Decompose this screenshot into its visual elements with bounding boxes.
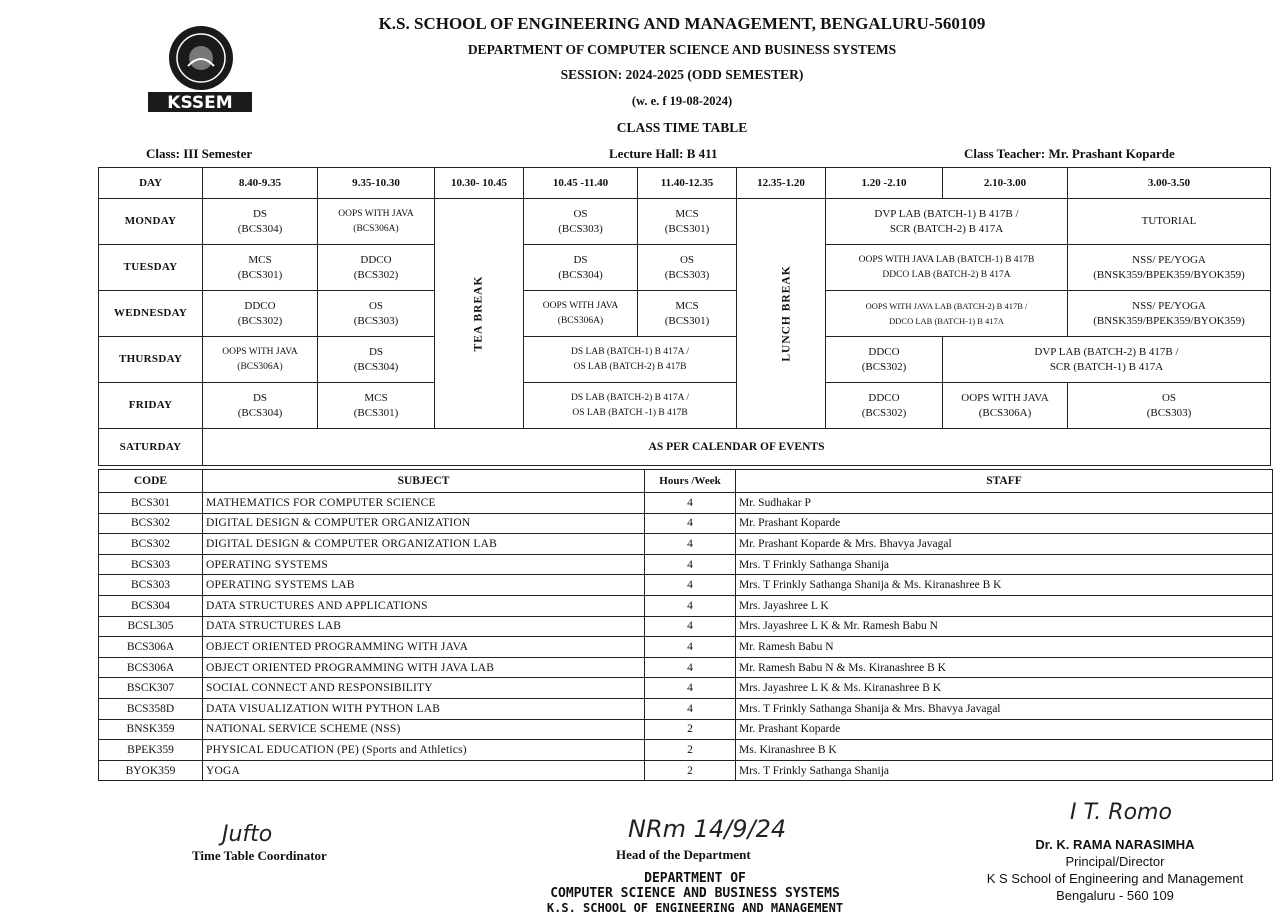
slot-subject: OOPS WITH JAVA bbox=[338, 208, 414, 219]
slot-subject: DDCO bbox=[868, 391, 900, 404]
header-cell: 2.10-3.00 bbox=[943, 168, 1068, 199]
subject-header: SUBJECT bbox=[203, 470, 645, 493]
code-cell: BPEK359 bbox=[99, 740, 203, 761]
code-cell: BCS304 bbox=[99, 595, 203, 616]
slot-code: (BCS304) bbox=[353, 360, 399, 373]
slot-code: (BCS301) bbox=[237, 268, 283, 281]
day-cell: MONDAY bbox=[99, 199, 203, 245]
code-cell: BCS358D bbox=[99, 698, 203, 719]
lab-line: DVP LAB (BATCH-2) B 417B / bbox=[1034, 345, 1179, 358]
subject-row bbox=[99, 657, 1273, 678]
page-title: CLASS TIME TABLE bbox=[616, 120, 748, 135]
subject-cell: DIGITAL DESIGN & COMPUTER ORGANIZATION LAB bbox=[203, 534, 645, 555]
lab-line: DDCO LAB (BATCH-2) B 417A bbox=[882, 269, 1011, 280]
principal-block bbox=[960, 836, 1270, 904]
slot-code: (BCS302) bbox=[861, 406, 907, 419]
hours-cell: 4 bbox=[645, 616, 736, 637]
staff-cell: Ms. Kiranashree B K bbox=[736, 740, 1273, 761]
department-name: DEPARTMENT OF COMPUTER SCIENCE AND BUSINESS SYSTEMS bbox=[467, 42, 897, 57]
code-cell: BCS303 bbox=[99, 575, 203, 596]
lab-cell bbox=[826, 199, 1068, 245]
header-cell: 1.20 -2.10 bbox=[826, 168, 943, 199]
lab-cell bbox=[524, 383, 737, 429]
slot-code: (BCS303) bbox=[558, 222, 603, 235]
lab-cell bbox=[943, 337, 1271, 383]
code-cell: BCS306A bbox=[99, 657, 203, 678]
code-cell: BCSL305 bbox=[99, 616, 203, 637]
subject-cell: PHYSICAL EDUCATION (PE) (Sports and Athletics) bbox=[203, 740, 645, 761]
day-cell: THURSDAY bbox=[99, 337, 203, 383]
slot-cell: TUTORIAL bbox=[1068, 199, 1271, 245]
hours-cell: 4 bbox=[645, 513, 736, 534]
subject-cell: OBJECT ORIENTED PROGRAMMING WITH JAVA bbox=[203, 637, 645, 658]
hours-cell: 4 bbox=[645, 637, 736, 658]
slot-cell bbox=[203, 199, 318, 245]
subject-cell: DIGITAL DESIGN & COMPUTER ORGANIZATION bbox=[203, 513, 645, 534]
slot-subject: DS bbox=[252, 207, 268, 220]
slot-code: (BNSK359/BPEK359/BYOK359) bbox=[1093, 268, 1245, 281]
subject-row bbox=[99, 575, 1273, 596]
slot-code: (BCS304) bbox=[237, 222, 283, 235]
hours-cell: 4 bbox=[645, 678, 736, 699]
subject-row bbox=[99, 493, 1273, 514]
slot-code: (BCS301) bbox=[664, 222, 710, 235]
row-monday bbox=[99, 199, 1271, 245]
subject-cell: DATA STRUCTURES AND APPLICATIONS bbox=[203, 595, 645, 616]
subject-cell: DATA VISUALIZATION WITH PYTHON LAB bbox=[203, 698, 645, 719]
slot-code: (BCS306A) bbox=[353, 223, 399, 234]
slot-cell bbox=[638, 291, 737, 337]
code-cell: BCS302 bbox=[99, 534, 203, 555]
staff-cell: Mr. Prashant Koparde & Mrs. Bhavya Javagal bbox=[736, 534, 1273, 555]
lab-line: OOPS WITH JAVA LAB (BATCH-2) B 417B / bbox=[865, 300, 1028, 311]
slot-subject: NSS/ PE/YOGA bbox=[1132, 253, 1206, 266]
staff-cell: Mrs. T Frinkly Sathanga Shanija bbox=[736, 554, 1273, 575]
slot-cell bbox=[826, 383, 943, 429]
staff-cell: Mr. Prashant Koparde bbox=[736, 719, 1273, 740]
tea-break-label: TEA BREAK bbox=[472, 275, 485, 352]
subject-cell: SOCIAL CONNECT AND RESPONSIBILITY bbox=[203, 678, 645, 699]
lab-line: OS LAB (BATCH -1) B 417B bbox=[572, 407, 688, 418]
slot-cell bbox=[203, 337, 318, 383]
subject-cell: YOGA bbox=[203, 760, 645, 781]
slot-subject: DDCO bbox=[244, 299, 276, 312]
slot-subject: OOPS WITH JAVA bbox=[222, 346, 298, 357]
institution-name: K.S. SCHOOL OF ENGINEERING AND MANAGEMENT, BENGALURU-560109 bbox=[378, 14, 986, 33]
subject-staff-table bbox=[98, 469, 1273, 781]
principal-title: Principal/Director bbox=[1065, 854, 1165, 869]
slot-cell bbox=[1068, 291, 1271, 337]
staff-cell: Mr. Ramesh Babu N & Ms. Kiranashree B K bbox=[736, 657, 1273, 678]
slot-cell bbox=[318, 291, 435, 337]
staff-cell: Mr. Ramesh Babu N bbox=[736, 637, 1273, 658]
lab-cell bbox=[524, 337, 737, 383]
hours-cell: 2 bbox=[645, 719, 736, 740]
subject-row bbox=[99, 616, 1273, 637]
slot-cell bbox=[203, 291, 318, 337]
lab-line: DVP LAB (BATCH-1) B 417B / bbox=[874, 207, 1019, 220]
staff-cell: Mrs. Jayashree L K bbox=[736, 595, 1273, 616]
subject-row bbox=[99, 595, 1273, 616]
code-cell: BCS301 bbox=[99, 493, 203, 514]
staff-cell: Mrs. T Frinkly Sathanga Shanija & Mrs. Bhavya Javagal bbox=[736, 698, 1273, 719]
hours-cell: 4 bbox=[645, 575, 736, 596]
slot-cell bbox=[524, 199, 638, 245]
slot-cell bbox=[203, 245, 318, 291]
slot-cell bbox=[524, 291, 638, 337]
header-cell: 12.35-1.20 bbox=[737, 168, 826, 199]
subject-row bbox=[99, 760, 1273, 781]
row-friday bbox=[99, 383, 1271, 429]
stamp-line: DEPARTMENT OF bbox=[644, 871, 746, 886]
hours-header: Hours /Week bbox=[645, 470, 736, 493]
lunch-break-label: LUNCH BREAK bbox=[780, 265, 793, 362]
subject-cell: OPERATING SYSTEMS bbox=[203, 554, 645, 575]
hours-cell: 4 bbox=[645, 493, 736, 514]
lab-line: DDCO LAB (BATCH-1) B 417A bbox=[889, 315, 1004, 326]
saturday-note: AS PER CALENDAR OF EVENTS bbox=[203, 429, 1271, 466]
principal-signature: I T. Romo bbox=[1070, 800, 1172, 825]
subject-row bbox=[99, 637, 1273, 658]
hours-cell: 2 bbox=[645, 740, 736, 761]
subject-row bbox=[99, 513, 1273, 534]
slot-subject: MCS bbox=[675, 207, 699, 220]
staff-header: STAFF bbox=[736, 470, 1273, 493]
slot-code: (BCS303) bbox=[664, 268, 710, 281]
slot-subject: MCS bbox=[248, 253, 272, 266]
subject-row bbox=[99, 719, 1273, 740]
slot-subject: OOPS WITH JAVA bbox=[542, 300, 619, 311]
day-cell: SATURDAY bbox=[99, 429, 203, 466]
slot-code: (BCS301) bbox=[353, 406, 399, 419]
slot-code: (BNSK359/BPEK359/BYOK359) bbox=[1093, 314, 1245, 327]
slot-code: (BCS306A) bbox=[978, 406, 1032, 419]
slot-cell bbox=[943, 383, 1068, 429]
slot-cell bbox=[1068, 245, 1271, 291]
code-cell: BCS302 bbox=[99, 513, 203, 534]
hours-cell: 4 bbox=[645, 534, 736, 555]
hours-cell: 4 bbox=[645, 657, 736, 678]
header-cell: 3.00-3.50 bbox=[1068, 168, 1271, 199]
slot-code: (BCS304) bbox=[237, 406, 283, 419]
slot-subject: DDCO bbox=[360, 253, 392, 266]
row-wednesday bbox=[99, 291, 1271, 337]
stamp-line: COMPUTER SCIENCE AND BUSINESS SYSTEMS bbox=[550, 886, 840, 901]
slot-cell bbox=[318, 245, 435, 291]
principal-name: Dr. K. RAMA NARASIMHA bbox=[1035, 837, 1195, 852]
lab-line: SCR (BATCH-2) B 417A bbox=[889, 222, 1004, 235]
staff-cell: Mr. Sudhakar P bbox=[736, 493, 1273, 514]
slot-subject: DS bbox=[573, 253, 588, 266]
day-cell: FRIDAY bbox=[99, 383, 203, 429]
row-saturday bbox=[99, 429, 1271, 466]
slot-cell bbox=[318, 199, 435, 245]
slot-cell bbox=[318, 337, 435, 383]
lecture-hall-label: Lecture Hall: B 411 bbox=[609, 146, 718, 161]
header-cell: 10.45 -11.40 bbox=[524, 168, 638, 199]
slot-code: (BCS302) bbox=[237, 314, 283, 327]
slot-code: (BCS306A) bbox=[237, 361, 283, 372]
lab-cell bbox=[826, 291, 1068, 337]
staff-cell: Mrs. Jayashree L K & Ms. Kiranashree B K bbox=[736, 678, 1273, 699]
class-teacher-label: Class Teacher: Mr. Prashant Koparde bbox=[964, 146, 1175, 161]
hours-cell: 4 bbox=[645, 554, 736, 575]
staff-cell: Mr. Prashant Koparde bbox=[736, 513, 1273, 534]
timetable-header-row bbox=[99, 168, 1271, 199]
slot-cell bbox=[203, 383, 318, 429]
class-label: Class: III Semester bbox=[146, 146, 253, 161]
day-cell: TUESDAY bbox=[99, 245, 203, 291]
lab-line: OOPS WITH JAVA LAB (BATCH-1) B 417B bbox=[858, 254, 1035, 265]
hours-cell: 2 bbox=[645, 760, 736, 781]
code-cell: BYOK359 bbox=[99, 760, 203, 781]
lunch-break-cell bbox=[737, 199, 826, 429]
code-cell: BCS303 bbox=[99, 554, 203, 575]
slot-cell bbox=[826, 337, 943, 383]
code-cell: BCS306A bbox=[99, 637, 203, 658]
slot-code: (BCS301) bbox=[664, 314, 710, 327]
slot-cell bbox=[638, 245, 737, 291]
slot-subject: OS bbox=[368, 299, 384, 312]
principal-city: Bengaluru - 560 109 bbox=[1056, 888, 1174, 903]
coordinator-signature: Jufto bbox=[222, 822, 273, 847]
lab-line: OS LAB (BATCH-2) B 417B bbox=[573, 361, 687, 372]
subject-cell: OBJECT ORIENTED PROGRAMMING WITH JAVA LAB bbox=[203, 657, 645, 678]
subject-header-row bbox=[99, 470, 1273, 493]
slot-subject: MCS bbox=[364, 391, 388, 404]
row-thursday bbox=[99, 337, 1271, 383]
coordinator-title: Time Table Coordinator bbox=[192, 848, 327, 863]
code-cell: BSCK307 bbox=[99, 678, 203, 699]
session-line: SESSION: 2024-2025 (ODD SEMESTER) bbox=[560, 67, 804, 82]
tea-break-cell bbox=[435, 199, 524, 429]
lab-line: SCR (BATCH-1) B 417A bbox=[1049, 360, 1164, 373]
staff-cell: Mrs. T Frinkly Sathanga Shanija & Ms. Kiranashree B K bbox=[736, 575, 1273, 596]
header-cell: 10.30- 10.45 bbox=[435, 168, 524, 199]
department-stamp bbox=[540, 871, 850, 916]
header-cell: DAY bbox=[99, 168, 203, 199]
stamp-line: K.S. SCHOOL OF ENGINEERING AND MANAGEMENT bbox=[546, 901, 844, 915]
header-cell: 8.40-9.35 bbox=[203, 168, 318, 199]
slot-code: (BCS304) bbox=[558, 268, 603, 281]
slot-code: (BCS302) bbox=[353, 268, 399, 281]
slot-subject: DS bbox=[252, 391, 268, 404]
slot-code: (BCS306A) bbox=[557, 315, 604, 326]
hours-cell: 4 bbox=[645, 698, 736, 719]
timetable bbox=[98, 167, 1271, 466]
lab-cell bbox=[826, 245, 1068, 291]
slot-subject: OS bbox=[679, 253, 695, 266]
slot-subject: OS bbox=[573, 207, 588, 220]
hod-title: Head of the Department bbox=[616, 847, 751, 862]
slot-cell bbox=[1068, 383, 1271, 429]
slot-cell bbox=[318, 383, 435, 429]
subject-row bbox=[99, 678, 1273, 699]
subject-row bbox=[99, 534, 1273, 555]
subject-cell: DATA STRUCTURES LAB bbox=[203, 616, 645, 637]
subject-row bbox=[99, 698, 1273, 719]
lab-line: DS LAB (BATCH-2) B 417A / bbox=[571, 392, 689, 403]
subject-cell: MATHEMATICS FOR COMPUTER SCIENCE bbox=[203, 493, 645, 514]
slot-cell bbox=[524, 245, 638, 291]
subject-cell: OPERATING SYSTEMS LAB bbox=[203, 575, 645, 596]
code-header: CODE bbox=[99, 470, 203, 493]
slot-subject: OOPS WITH JAVA bbox=[961, 391, 1049, 404]
slot-code: (BCS303) bbox=[353, 314, 399, 327]
subject-row bbox=[99, 554, 1273, 575]
day-cell: WEDNESDAY bbox=[99, 291, 203, 337]
slot-subject: DS bbox=[368, 345, 384, 358]
slot-subject: DDCO bbox=[868, 345, 900, 358]
logo-text: KSSEM bbox=[167, 93, 233, 113]
slot-code: (BCS303) bbox=[1146, 406, 1192, 419]
staff-cell: Mrs. Jayashree L K & Mr. Ramesh Babu N bbox=[736, 616, 1273, 637]
slot-code: (BCS302) bbox=[861, 360, 907, 373]
slot-subject: MCS bbox=[675, 299, 699, 312]
code-cell: BNSK359 bbox=[99, 719, 203, 740]
row-tuesday bbox=[99, 245, 1271, 291]
slot-cell bbox=[638, 199, 737, 245]
hours-cell: 4 bbox=[645, 595, 736, 616]
lab-line: DS LAB (BATCH-1) B 417A / bbox=[571, 346, 689, 357]
principal-institution: K S School of Engineering and Management bbox=[986, 871, 1244, 886]
wef-line: (w. e. f 19-08-2024) bbox=[631, 94, 733, 108]
hod-signature: NRm 14/9/24 bbox=[628, 815, 787, 843]
subject-cell: NATIONAL SERVICE SCHEME (NSS) bbox=[203, 719, 645, 740]
subject-row bbox=[99, 740, 1273, 761]
staff-cell: Mrs. T Frinkly Sathanga Shanija bbox=[736, 760, 1273, 781]
slot-subject: NSS/ PE/YOGA bbox=[1132, 299, 1206, 312]
header-cell: 9.35-10.30 bbox=[318, 168, 435, 199]
header-cell: 11.40-12.35 bbox=[638, 168, 737, 199]
slot-subject: OS bbox=[1161, 391, 1177, 404]
